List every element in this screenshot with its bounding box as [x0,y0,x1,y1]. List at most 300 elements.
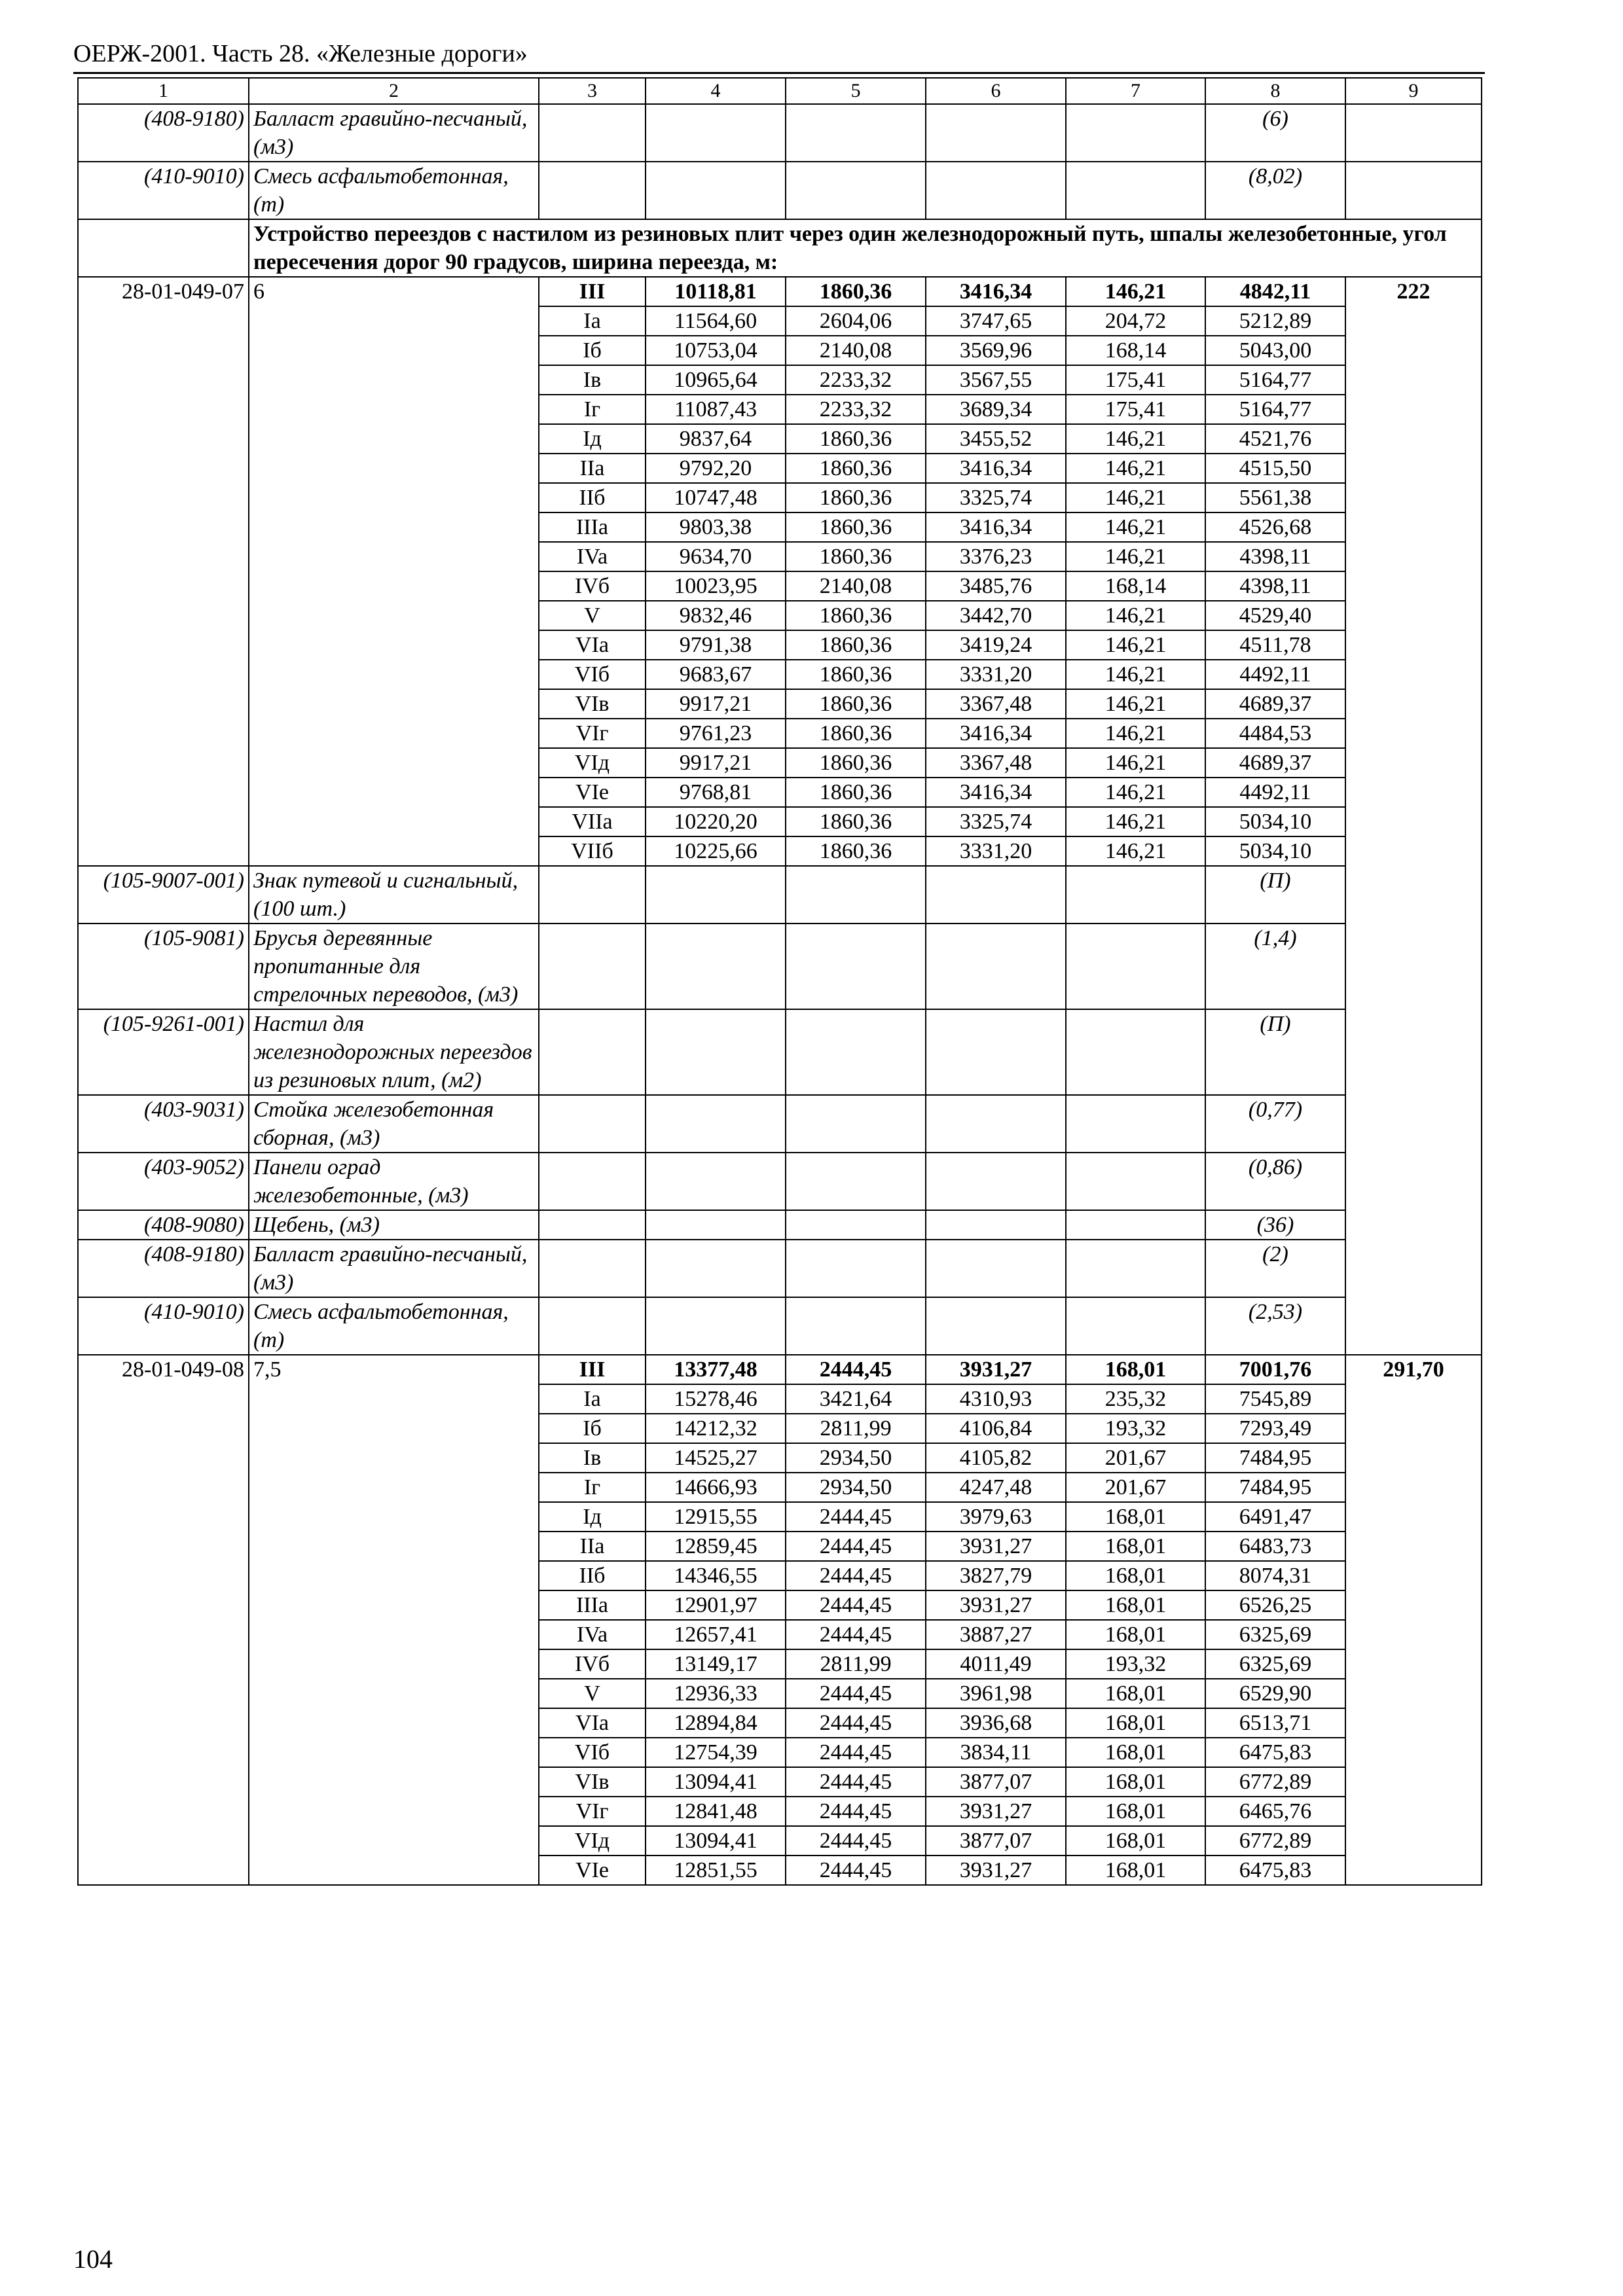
price-row [78,1355,1482,1384]
empty-cell [539,1240,646,1297]
zone-code: VIд [539,748,646,778]
cost-value: 3485,76 [926,571,1066,601]
cost-value: 4689,37 [1205,689,1345,719]
column-number: 3 [539,78,646,104]
zone-code: Iг [539,1473,646,1502]
cost-value: 146,21 [1066,630,1205,660]
cost-value: 6325,69 [1205,1620,1345,1649]
cost-value: 6529,90 [1205,1679,1345,1708]
material-code: (408-9080) [78,1210,249,1240]
cost-value: 10753,04 [646,336,786,365]
cost-value: 12936,33 [646,1679,786,1708]
cost-value: 2811,99 [786,1649,926,1679]
cost-value: 146,21 [1066,660,1205,689]
empty-cell [1066,1297,1205,1355]
material-code: (410-9010) [78,1297,249,1355]
material-name: Стойка железобетонная сборная, (м3) [249,1095,539,1153]
material-quantity: (П) [1205,1009,1345,1095]
empty-cell [786,1095,926,1153]
empty-cell [539,924,646,1009]
cost-value: 2444,45 [786,1355,926,1384]
material-code: (410-9010) [78,162,249,219]
column-number-row [78,78,1482,104]
material-name: Настил для железнодорожных переездов из резиновых плит, (м2) [249,1009,539,1095]
zone-code: IIIa [539,1590,646,1620]
cost-value: 4105,82 [926,1443,1066,1473]
zone-code: VIг [539,719,646,748]
cost-value: 10225,66 [646,836,786,866]
empty-cell [539,1297,646,1355]
empty-cell [539,104,646,162]
material-row [78,1153,1482,1210]
cost-value: 175,41 [1066,395,1205,424]
material-quantity: (1,4) [1205,924,1345,1009]
zone-code: IVa [539,1620,646,1649]
empty-cell [539,1009,646,1095]
cost-value: 3331,20 [926,660,1066,689]
empty-cell [1066,162,1205,219]
cost-value: 168,14 [1066,571,1205,601]
cost-value: 146,21 [1066,778,1205,807]
cost-value: 1860,36 [786,454,926,483]
cost-value: 3416,34 [926,454,1066,483]
cost-value: 6526,25 [1205,1590,1345,1620]
cost-value: 9917,21 [646,748,786,778]
empty-cell [646,1297,786,1355]
cost-value: 2934,50 [786,1473,926,1502]
cost-value: 9837,64 [646,424,786,454]
zone-code: VIa [539,630,646,660]
empty-cell [926,1095,1066,1153]
material-row [78,1210,1482,1240]
material-row [78,1297,1482,1355]
cost-value: 146,21 [1066,836,1205,866]
cost-value: 3419,24 [926,630,1066,660]
cost-value: 14666,93 [646,1473,786,1502]
empty-cell [539,162,646,219]
empty-cell [1066,1153,1205,1210]
empty-cell [926,1210,1066,1240]
zone-code: IVб [539,1649,646,1679]
zone-code: Iб [539,336,646,365]
cost-value: 2140,08 [786,336,926,365]
cost-value: 3325,74 [926,483,1066,512]
cost-value: 6475,83 [1205,1738,1345,1767]
material-code: (403-9031) [78,1095,249,1153]
empty-cell [926,924,1066,1009]
cost-value: 4515,50 [1205,454,1345,483]
material-quantity: (8,02) [1205,162,1345,219]
empty-cell [539,866,646,924]
cost-value: 5561,38 [1205,483,1345,512]
cost-value: 146,21 [1066,689,1205,719]
cost-value: 3747,65 [926,306,1066,336]
material-quantity: (0,86) [1205,1153,1345,1210]
empty-cell [646,1210,786,1240]
material-name: Смесь асфальтобетонная, (т) [249,1297,539,1355]
cost-value: 1860,36 [786,836,926,866]
cost-value: 1860,36 [786,483,926,512]
column-number: 5 [786,78,926,104]
cost-value: 13094,41 [646,1826,786,1856]
empty-cell [646,866,786,924]
cost-value: 146,21 [1066,454,1205,483]
cost-value: 2444,45 [786,1738,926,1767]
cost-value: 9634,70 [646,542,786,571]
cost-value: 3931,27 [926,1532,1066,1561]
empty-cell [78,219,249,277]
empty-cell [539,1210,646,1240]
material-quantity: (0,77) [1205,1095,1345,1153]
cost-value: 3931,27 [926,1856,1066,1885]
empty-cell [539,1095,646,1153]
column-number: 1 [78,78,249,104]
cost-value: 168,01 [1066,1532,1205,1561]
cost-value: 5034,10 [1205,807,1345,836]
zone-code: VIIб [539,836,646,866]
page-number: 104 [73,2244,113,2274]
cost-value: 9803,38 [646,512,786,542]
empty-cell [1345,162,1482,219]
empty-cell [786,924,926,1009]
cost-value: 2444,45 [786,1856,926,1885]
cost-value: 1860,36 [786,719,926,748]
zone-code: IIIa [539,512,646,542]
cost-value: 3442,70 [926,601,1066,630]
cost-value: 5034,10 [1205,836,1345,866]
material-row [78,162,1482,219]
column-number: 9 [1345,78,1482,104]
cost-value: 6513,71 [1205,1708,1345,1738]
empty-cell [786,1240,926,1297]
empty-cell [1066,1240,1205,1297]
cost-value: 6772,89 [1205,1826,1345,1856]
cost-value: 13149,17 [646,1649,786,1679]
cost-value: 12754,39 [646,1738,786,1767]
cost-value: 3979,63 [926,1502,1066,1532]
cost-value: 7484,95 [1205,1473,1345,1502]
rate-code: 28-01-049-07 [78,277,249,866]
empty-cell [786,1153,926,1210]
cost-value: 4529,40 [1205,601,1345,630]
cost-value: 8074,31 [1205,1561,1345,1590]
page-header-title: ОЕРЖ-2001. Часть 28. «Железные дороги» [73,40,528,67]
column-number: 8 [1205,78,1345,104]
cost-value: 168,01 [1066,1620,1205,1649]
empty-cell [646,162,786,219]
cost-value: 3421,64 [786,1384,926,1414]
material-name: Брусья деревянные пропитанные для стрелочных переводов, (м3) [249,924,539,1009]
header-rule [73,72,1485,74]
cost-value: 168,01 [1066,1561,1205,1590]
cost-value: 168,14 [1066,336,1205,365]
cost-value: 168,01 [1066,1590,1205,1620]
column-number: 7 [1066,78,1205,104]
cost-value: 12901,97 [646,1590,786,1620]
cost-value: 11564,60 [646,306,786,336]
empty-cell [646,1095,786,1153]
zone-code: VIб [539,660,646,689]
cost-value: 7293,49 [1205,1414,1345,1443]
zone-code: IVa [539,542,646,571]
cost-value: 4011,49 [926,1649,1066,1679]
cost-value: 3827,79 [926,1561,1066,1590]
zone-code: Iг [539,395,646,424]
zone-code: Ia [539,306,646,336]
cost-value: 2444,45 [786,1708,926,1738]
labor-cost: 291,70 [1345,1355,1482,1885]
cost-value: 146,21 [1066,512,1205,542]
cost-value: 146,21 [1066,601,1205,630]
cost-value: 4526,68 [1205,512,1345,542]
cost-value: 1860,36 [786,424,926,454]
zone-code: IIa [539,1532,646,1561]
cost-value: 168,01 [1066,1679,1205,1708]
cost-value: 204,72 [1066,306,1205,336]
zone-code: Iв [539,1443,646,1473]
zone-code: VIв [539,689,646,719]
cost-value: 3834,11 [926,1738,1066,1767]
cost-value: 1860,36 [786,807,926,836]
cost-value: 9761,23 [646,719,786,748]
cost-value: 2233,32 [786,365,926,395]
zone-code: IIa [539,454,646,483]
cost-value: 3331,20 [926,836,1066,866]
cost-value: 6483,73 [1205,1532,1345,1561]
cost-value: 14346,55 [646,1561,786,1590]
cost-value: 2444,45 [786,1826,926,1856]
cost-value: 168,01 [1066,1502,1205,1532]
cost-value: 1860,36 [786,778,926,807]
empty-cell [646,1240,786,1297]
cost-value: 4484,53 [1205,719,1345,748]
cost-value: 3567,55 [926,365,1066,395]
cost-value: 3877,07 [926,1767,1066,1797]
empty-cell [1066,104,1205,162]
zone-code: VIг [539,1797,646,1826]
cost-value: 12841,48 [646,1797,786,1826]
cost-value: 3877,07 [926,1826,1066,1856]
column-number: 6 [926,78,1066,104]
cost-value: 1860,36 [786,542,926,571]
material-row [78,866,1482,924]
empty-cell [786,1297,926,1355]
cost-value: 201,67 [1066,1473,1205,1502]
cost-value: 2140,08 [786,571,926,601]
zone-code: Ia [539,1384,646,1414]
material-code: (105-9081) [78,924,249,1009]
material-row [78,1240,1482,1297]
cost-value: 1860,36 [786,630,926,660]
cost-value: 4492,11 [1205,778,1345,807]
cost-value: 146,21 [1066,719,1205,748]
cost-value: 168,01 [1066,1355,1205,1384]
cost-value: 4310,93 [926,1384,1066,1414]
cost-value: 4398,11 [1205,571,1345,601]
cost-value: 6491,47 [1205,1502,1345,1532]
zone-code: V [539,601,646,630]
material-row [78,924,1482,1009]
cost-value: 3367,48 [926,748,1066,778]
empty-cell [786,1210,926,1240]
cost-value: 2444,45 [786,1679,926,1708]
zone-code: VIд [539,1826,646,1856]
material-code: (105-9007-001) [78,866,249,924]
cost-value: 15278,46 [646,1384,786,1414]
cost-value: 10023,95 [646,571,786,601]
cost-value: 201,67 [1066,1443,1205,1473]
cost-value: 3455,52 [926,424,1066,454]
column-number: 2 [249,78,539,104]
cost-value: 6325,69 [1205,1649,1345,1679]
zone-code: IIб [539,483,646,512]
material-name: Балласт гравийно-песчаный, (м3) [249,1240,539,1297]
cost-value: 6465,76 [1205,1797,1345,1826]
empty-cell [539,1153,646,1210]
empty-cell [646,104,786,162]
cost-value: 7545,89 [1205,1384,1345,1414]
empty-cell [786,1009,926,1095]
cost-value: 5164,77 [1205,395,1345,424]
empty-cell [1066,1009,1205,1095]
rate-code: 28-01-049-08 [78,1355,249,1885]
cost-value: 11087,43 [646,395,786,424]
zone-code: IVб [539,571,646,601]
cost-value: 2444,45 [786,1620,926,1649]
cost-value: 7484,95 [1205,1443,1345,1473]
cost-value: 2811,99 [786,1414,926,1443]
zone-code: V [539,1679,646,1708]
cost-value: 14525,27 [646,1443,786,1473]
cost-value: 9768,81 [646,778,786,807]
cost-value: 3931,27 [926,1590,1066,1620]
empty-cell [926,1009,1066,1095]
cost-value: 193,32 [1066,1649,1205,1679]
crossing-width: 7,5 [249,1355,539,1885]
empty-cell [926,1240,1066,1297]
cost-value: 13377,48 [646,1355,786,1384]
material-code: (408-9180) [78,104,249,162]
section-title-row [78,219,1482,277]
material-code: (408-9180) [78,1240,249,1297]
cost-value: 168,01 [1066,1856,1205,1885]
cost-value: 3931,27 [926,1797,1066,1826]
cost-value: 3887,27 [926,1620,1066,1649]
empty-cell [926,1153,1066,1210]
empty-cell [646,924,786,1009]
cost-value: 2934,50 [786,1443,926,1473]
cost-value: 1860,36 [786,748,926,778]
cost-value: 12657,41 [646,1620,786,1649]
zone-code: IIб [539,1561,646,1590]
zone-code: III [539,1355,646,1384]
material-code: (105-9261-001) [78,1009,249,1095]
material-name: Щебень, (м3) [249,1210,539,1240]
cost-value: 168,01 [1066,1738,1205,1767]
cost-value: 146,21 [1066,424,1205,454]
cost-value: 2444,45 [786,1532,926,1561]
column-number: 4 [646,78,786,104]
cost-value: 168,01 [1066,1797,1205,1826]
zone-code: VIe [539,778,646,807]
cost-value: 168,01 [1066,1708,1205,1738]
labor-cost: 222 [1345,277,1482,1355]
cost-value: 3961,98 [926,1679,1066,1708]
material-code: (403-9052) [78,1153,249,1210]
material-quantity: (2,53) [1205,1297,1345,1355]
cost-value: 146,21 [1066,807,1205,836]
empty-cell [646,1153,786,1210]
empty-cell [786,104,926,162]
cost-value: 3416,34 [926,277,1066,306]
empty-cell [1066,924,1205,1009]
price-row [78,277,1482,306]
zone-code: III [539,277,646,306]
cost-value: 4511,78 [1205,630,1345,660]
cost-value: 1860,36 [786,277,926,306]
cost-value: 3416,34 [926,778,1066,807]
cost-value: 2233,32 [786,395,926,424]
cost-value: 146,21 [1066,277,1205,306]
material-name: Смесь асфальтобетонная, (т) [249,162,539,219]
empty-cell [926,1297,1066,1355]
empty-cell [1066,866,1205,924]
cost-value: 9683,67 [646,660,786,689]
cost-value: 4521,76 [1205,424,1345,454]
cost-value: 12894,84 [646,1708,786,1738]
cost-value: 3569,96 [926,336,1066,365]
cost-value: 168,01 [1066,1826,1205,1856]
cost-value: 3376,23 [926,542,1066,571]
cost-value: 3689,34 [926,395,1066,424]
material-quantity: (36) [1205,1210,1345,1240]
empty-cell [926,866,1066,924]
cost-value: 3931,27 [926,1355,1066,1384]
cost-value: 9791,38 [646,630,786,660]
cost-value: 9792,20 [646,454,786,483]
cost-value: 2444,45 [786,1502,926,1532]
cost-value: 10118,81 [646,277,786,306]
material-quantity: (2) [1205,1240,1345,1297]
cost-value: 6772,89 [1205,1767,1345,1797]
cost-value: 1860,36 [786,660,926,689]
section-title: Устройство переездов с настилом из резиновых плит через один железнодорожный путь, шпалы железобетонные, угол пересечения дорог 90 градусов, ширина переезда, м: [249,219,1482,277]
zone-code: VIe [539,1856,646,1885]
cost-value: 2444,45 [786,1561,926,1590]
zone-code: VIв [539,1767,646,1797]
cost-value: 235,32 [1066,1384,1205,1414]
cost-value: 4106,84 [926,1414,1066,1443]
cost-value: 4247,48 [926,1473,1066,1502]
cost-value: 2604,06 [786,306,926,336]
cost-value: 2444,45 [786,1767,926,1797]
cost-value: 12851,55 [646,1856,786,1885]
cost-value: 1860,36 [786,689,926,719]
cost-value: 2444,45 [786,1590,926,1620]
cost-value: 4842,11 [1205,277,1345,306]
cost-value: 3936,68 [926,1708,1066,1738]
cost-value: 3416,34 [926,719,1066,748]
cost-value: 4398,11 [1205,542,1345,571]
empty-cell [786,162,926,219]
cost-value: 7001,76 [1205,1355,1345,1384]
material-row [78,1009,1482,1095]
cost-value: 9832,46 [646,601,786,630]
zone-code: Iд [539,424,646,454]
cost-value: 3416,34 [926,512,1066,542]
zone-code: VIб [539,1738,646,1767]
cost-value: 13094,41 [646,1767,786,1797]
